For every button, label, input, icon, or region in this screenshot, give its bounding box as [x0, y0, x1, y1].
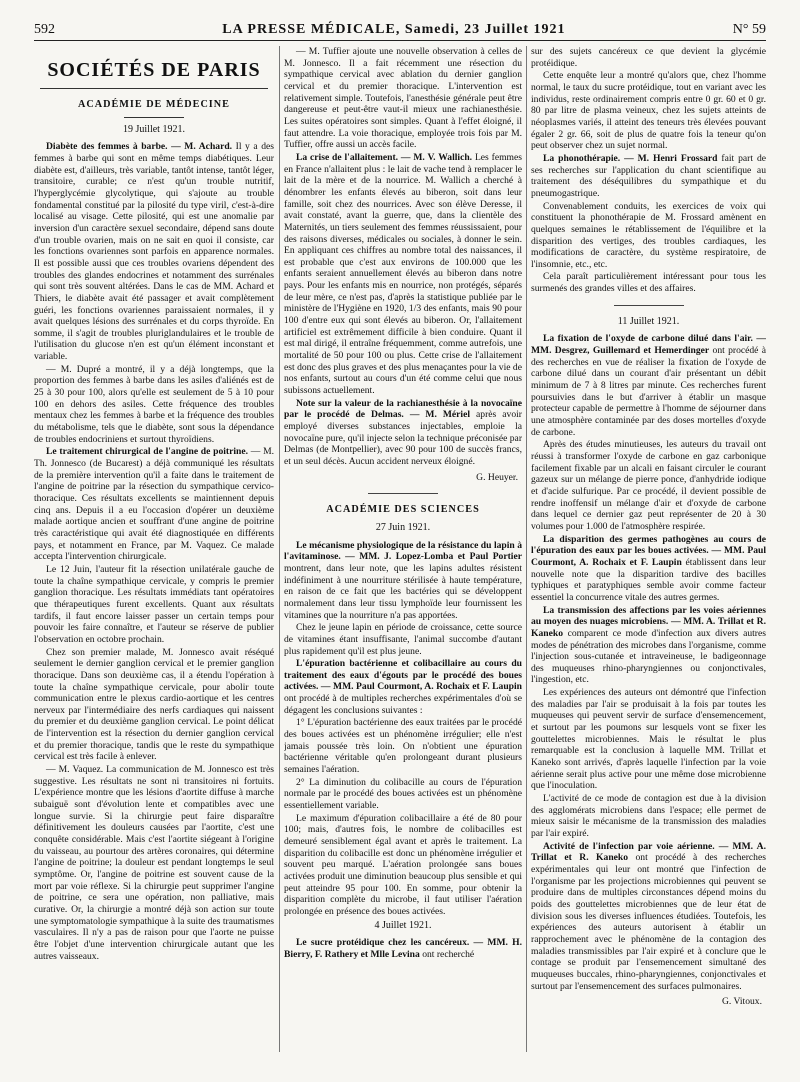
header-rule [34, 40, 766, 41]
article-title: Activité de l'infection par voie aérienne. — MM. A. Trillat et R. Kaneko [531, 840, 766, 864]
column-1 [34, 46, 274, 1074]
article-paragraph: L'activité de ce mode de contagion est due à la division des agglomérats microbiens dans l'espace; elle permet de mieux saisir le mécanisme de la transmission des maladies par l'air expiré. [531, 793, 766, 839]
article-title: Diabète des femmes à barbe. — M. Achard. [46, 141, 233, 153]
page-number: 592 [34, 22, 55, 37]
article-paragraph: 2° La diminution du colibacille au cours de l'épuration normale par le procédé des boues activées est un phénomène essentiellement variable. [284, 776, 522, 812]
article-paragraph: Activité de l'infection par voie aérienne. — MM. A. Trillat et R. Kaneko ont procédé à des recherches expérimentales qui leur ont montré que l'infection de l'organisme par les projections microbiennes qui peuvent se produire dans de multiples circonstances dépend moins du poids des gouttelettes microbiennes que de leur état de division sous les diverses influences étudiées. Toutefois, les expériences des auteurs autorisent à établir un rapprochement avec le phénomène de la contagion des maladies transmissibles par l'air expiré et à conclure que le contage se produit par l'ensemencement simultané des muqueuses buccales, rhino-pharyngiennes, conjonctivales et surtout par l'ensemencement des surfaces pulmonaires. [531, 840, 766, 992]
column-divider [279, 46, 280, 1052]
article-title: La fixation de l'oxyde de carbone dilué dans l'air. — MM. Desgrez, Guillemard et Hemerdinger [531, 333, 766, 357]
article-title: La transmission des affections par les voies aériennes au moyen des nuages microbiens. — MM. A. Trillat et R. Kaneko [531, 604, 766, 639]
issue-number: N° 59 [732, 22, 766, 37]
article-paragraph: Le mécanisme physiologique de la résistance du lapin à l'avitaminose. — MM. J. Lopez-Lomba et Paul Portier montrent, dans leur note, que les lapins adultes résistent indéfiniment à une nourriture stérilisée à haute température, en raison de ce fait que les bactéries qui se développent normalement dans leur tissu lymphoïde leur fournissent les vitamines que la nourriture n'a pas apportées. [284, 539, 522, 621]
column-divider [526, 46, 527, 1052]
article-paragraph: — M. Dupré a montré, il y a déjà longtemps, que la proportion des femmes à barbe dans les asiles d'aliénés est de 25 à 30 pour 100, alors qu'elle est seulement de 5 à 10 pour 100 en dehors des asiles. Cette fréquence des troubles mentaux chez les femmes à barbe et la fréquence des troubles du métabolisme, tels que le diabète, sont sous la dépendance de troubles endocriniens et surtout thyroïdiens. [34, 363, 274, 445]
article-paragraph: Chez son premier malade, M. Jonnesco avait réséqué seulement le dernier ganglion cervical et le premier ganglion thoracique. Dans son deuxième cas, il a étendu l'opération à toute la chaîne sympathique cervicale, pour abolir toute communication entre le plexus cardio-aortique et les centres nerveux par l'intermédiaire des nerfs cardiaques qui naissent du premier et du deuxième ganglion cervical. Le point délicat de l'intervention est la résection du dernier ganglion cervical et du premier thoracique, tandis que le reste du sympathique cervical est très facile à enlever. [34, 646, 274, 763]
article-paragraph: — M. Vaquez. La communication de M. Jonnesco est très suggestive. Les résultats ne sont ni transitoires ni fortuits. L'expérience montre que les lésions d'aortite diffuse à marche subaiguë sont d'évolution lente et compatibles avec une longue survie. Si la chirurgie peut faire disparaître définitivement les douleurs causées par l'aortite, c'est une conquête considérable. Mais c'est l'aortite siégeant à l'origine du vaisseau, au pourtour des artères coronaires, qui détermine l'angine de poitrine; la douleur est pendant longtemps le seul symptôme. Or, l'angine de poitrine est souvent cause de la mort par voie réflexe. Si la chirurgie peut supprimer l'angine de poitrine, ce sera une opération, non palliative, mais curative. Or, la chirurgie a montré déjà son action sur toute une symptomatologie sympathique à la suite des traumatismes vasculaires. Il n'y a pas de raison pour que l'aorte ne puisse être l'objet d'une intervention chirurgicale autant que les autres vaisseaux. [34, 764, 274, 962]
article-paragraph: Le 12 Juin, l'auteur fit la résection unilatérale gauche de toute la chaîne sympathique cervicale, y compris le premier ganglion thoracique. Les résultats immédiats tant opératoires que thérapeutiques furent excellents. Quant aux résultats tardifs, il faut encore laisser passer un certain temps pour pouvoir les faire connaître, et l'auteur se réserve de publier l'observation en octobre prochain. [34, 563, 274, 645]
article-title: La disparition des germes pathogènes au cours de l'épuration des eaux par les boues activées. — MM. Paul Courmont, A. Rochaix et F. Laupin [531, 533, 766, 568]
article-paragraph: L'épuration bactérienne et colibacillaire au cours du traitement des eaux d'égouts par le procédé des boues activées. — MM. Paul Courmont, A. Rochaix et F. Laupin ont procédé à de multiples recherches expérimentales d'où se dégagent les conclusions suivantes : [284, 658, 522, 716]
article-title: Le sucre protéidique chez les cancéreux. — MM. H. Bierry, F. Rathery et Mlle Levina [284, 937, 522, 960]
heading-rule [40, 88, 268, 89]
journal-title: LA PRESSE MÉDICALE, Samedi, 23 Juillet 1921 [222, 22, 566, 37]
article-paragraph: Le maximum d'épuration colibacillaire a été de 80 pour 100; mais, d'autres fois, le nombre de colibacilles est demeuré sensiblement égal avant et après le traitement. La disparition du colibacille est donc un phénomène irrégulier et souvent peu marqué. L'aération prolongée sans boues activées produit une diminution beaucoup plus sensible et qui peut atteindre 95 pour 100. En somme, pour obtenir la disparition complète du microbe, il faut utiliser l'aération prolongée en présence des boues activées. [284, 812, 522, 917]
section-title: ACADÉMIE DES SCIENCES [326, 504, 480, 516]
session-date: 11 Juillet 1921. [617, 315, 680, 327]
article-paragraph: La phonothérapie. — M. Henri Frossard fait part de ses recherches sur l'application du chant scientifique au traitement des déséquilibres du sympathique et du pneumogastrique. [531, 152, 766, 199]
article-paragraph: Cela paraît particulièrement intéressant pour tous les surmenés des grandes villes et des affaires. [531, 271, 766, 295]
article-paragraph: Le traitement chirurgical de l'angine de poitrine. — M. Th. Jonnesco (de Bucarest) a déjà communiqué les résultats de la première intervention qu'il a faite dans le traitement de l'angine de poitrine par la résection du sympathique cervico-thoracique. Ces résultats excellents se maintiennent depuis cinq ans. Depuis il a eu l'occasion d'opérer un deuxième malade aortique ancien et souffrant d'une angine de poitrine très caractéristique qui avait été diagnostiquée en différents pays, et notamment en France, par M. Vaquez. Ce malade accepta l'intervention chirurgicale. [34, 446, 274, 563]
article-paragraph: Les expériences des auteurs ont démontré que l'infection des maladies par l'air se produisait à la fois par toutes les muqueuses qui peuvent servir de surface d'ensemencement, et surtout par les poumons sur lesquels vont se fixer les gouttelettes microbiennes. Mais le résultat le plus remarquable est la conclusion à laquelle MM. Trillat et Kaneko sont arrivés, d'après laquelle l'infection par la voie aérienne serait plus active pour une même dose microbienne que l'inoculation. [531, 687, 766, 792]
article-paragraph: Diabète des femmes à barbe. — M. Achard. Il y a des femmes à barbe qui sont en même temps diabétiques. Leur diabète est, d'ailleurs, très variable, tantôt intense, tantôt léger, transitoire, curable; ce n'est qu'un trouble nutritif, l'hyperglycémie glycolytique, qui s'ajoute au trouble fondamental constitué par la pilosité du type viril, c'est-à-dire localisé au visage. Cette pilosité, qui est une anomalie par inversion d'un caractère sexuel secondaire, dépend sans doute d'un trouble ovarien, mais on ne sait en quoi il consiste, car les fonctions ovariennes sont parfois en apparence normales. Il est possible aussi que ces troubles ovariens dépendent des troubles des glandes endocrines et notamment des surrénales qui sont très souvent altérées. Dans le cas de MM. Achard et Thiers, le diabète avait été passager et avait complètement guéri, les fonctions ovariennes paraissaient normales, il y avait quelques lésions des surrénales et du corps thyroïde. En somme, il s'agit de troubles pluriglandulaires et le trouble de l'utilisation du glucose n'en est qu'un élément inconstant et variable. [34, 141, 274, 363]
column-2 [284, 46, 522, 1074]
column-3 [531, 46, 766, 1074]
section-heading: SOCIÉTÉS DE PARIS [47, 59, 261, 81]
article-paragraph: 1° L'épuration bactérienne des eaux traitées par le procédé des boues activées est un phénomène irrégulier; elle n'est jamais poussée très loin. On n'obtient une épuration bactérienne véritable qu'en prolongeant durant plusieurs semaines l'aération. [284, 717, 522, 776]
article-paragraph: Chez le jeune lapin en période de croissance, cette source de vitamines étant insuffisante, l'animal succombe d'autant plus rapidement qu'il est plus jeune. [284, 622, 522, 657]
article-title: La crise de l'allaitement. — M. V. Wallich. [296, 151, 473, 163]
session-date: 19 Juillet 1921. [123, 123, 185, 135]
article-title: Note sur la valeur de la rachianesthésie à la novocaïne par le procédé de Delmas. — M. Mériel [284, 397, 522, 421]
article-paragraph: La crise de l'allaitement. — M. V. Wallich. Les femmes en France n'allaitent plus : le lait de vache tend à remplacer le lait de la mère et de la nourrice. M. Wallich a cherché à dénombrer les enfants élevés au biberon, soit dans leur famille, soit chez des nourrices. Avec son élève Deresse, il avait constaté, avant la guerre, que, dans la clientèle des Maternités, un tiers seulement des femmes réussissaient, pour des raisons diverses, médicales ou sociales, à donner le sein. En appliquant ces chiffres au nombre total des naissances, il est probable que c'est aux environs de 100.000 que les enfants seraient annuellement élevés au biberon dans notre pays. Pour les enfants mis en nourrice, non protégés, séparés de leur mère, ce n'est pas, d'après la statistique publiée par le ministère de l'Hygiène en 1920, 1/3 des enfants, mais 90 pour 100 d'entre eux qui sont élevés au biberon. Or, l'allaitement artificiel est extrêmement difficile à bien conduire. Quant il est mal dirigé, il entraîne fréquemment, comme autrefois, une mortalité de 50 pour 100 ou plus. Cette crise de l'allaitement est donc des plus graves et des plus menaçantes pour la vie de nos enfants, surtout au cours d'un été comme celui que nous subissons actuellement. [284, 151, 522, 397]
page-header [34, 18, 766, 38]
article-paragraph: La transmission des affections par les voies aériennes au moyen des nuages microbiens. — MM. A. Trillat et R. Kaneko comparent ce mode d'infection aux divers autres modes de pénétration des microbes dans l'organisme, comme l'injection sous-cutanée et intraveineuse, le badigeonnage des muqueuses rhino-pharyngiennes ou conjonctivales, l'ingestion, etc. [531, 604, 766, 686]
article-paragraph: — M. Tuffier ajoute une nouvelle observation à celles de M. Jonnesco. Il a fait récemment une résection du sympathique cervical avec ablation du dernier ganglion cervical et du premier thoracique. L'intervention est relativement simple. Toutefois, l'anesthésie générale peut être dangereuse et peut-être vaut-il mieux une rachianesthésie. Les suites opératoires sont simples. Quant à l'effet éloigné, il faut attendre. La voie thoracique, employée trois fois par M. Tuffier, offre aussi un accès facile. [284, 46, 522, 151]
section-title: ACADÉMIE DE MÉDECINE [78, 99, 230, 110]
separator-rule [614, 305, 684, 306]
signature: G. Heuyer. [476, 471, 518, 483]
article-paragraph: Convenablement conduits, les exercices de voix qui constituent la phonothérapie de M. Frossard amènent en quelques semaines le rétablissement de l'équilibre et la disparition des vertiges, des troubles cardiaques, les modifications de caractère, du système respiratoire, de l'insomnie, etc., etc. [531, 200, 766, 270]
article-paragraph: sur des sujets cancéreux ce que devient la glycémie protéidique. [531, 46, 766, 69]
signature: G. Vitoux. [721, 996, 762, 1008]
section-rule [124, 117, 184, 118]
session-date: 4 Juillet 1921. [374, 919, 432, 931]
article-paragraph: Le sucre protéidique chez les cancéreux. — MM. H. Bierry, F. Rathery et Mlle Levina ont recherché [284, 937, 522, 960]
article-title: Le mécanisme physiologique de la résistance du lapin à l'avitaminose. — MM. J. Lopez-Lomba et Paul Portier [284, 539, 522, 563]
article-title: L'épuration bactérienne et colibacillaire au cours du traitement des eaux d'égouts par le procédé des boues activées. — MM. Paul Courmont, A. Rochaix et F. Laupin [284, 658, 522, 693]
article-paragraph: Après des études minutieuses, les auteurs du travail ont réussi à transformer l'oxyde de carbone en gaz carbonique facilement fixable par un alcali en faisant circuler le courant gazeux sur un mélange de pierre ponce, d'anhydride iodique et d'acide sulfurique. Par ce procédé, il devient possible de rendre inoffensif un mélange d'air et d'oxyde de carbone dans lequel ce dernier gaz peut représenter de 20 à 30 volumes pour 1.000 de l'atmosphère respirée. [531, 439, 766, 532]
session-date: 27 Juin 1921. [375, 521, 431, 533]
article-paragraph: Note sur la valeur de la rachianesthésie à la novocaïne par le procédé de Delmas. — M. Mériel après avoir employé diverses substances injectables, emploie la novocaïne pure, qu'il injecte selon la technique préconisée par Delmas (de Montpellier), avec 90 pour 100 de succès francs, et un seul décès. Aucun accident nerveux éloigné. [284, 397, 522, 467]
article-paragraph: La fixation de l'oxyde de carbone dilué dans l'air. — MM. Desgrez, Guillemard et Hemerdinger ont procédé à des recherches en vue de réaliser la fixation de l'oxyde de carbone dilué dans un courant d'air présentant un débit minimum de 7 à 8 litres par minute. Ces recherches furent poursuivies dans le but d'arriver à établir un masque protecteur capable de permettre à l'homme de séjourner dans une atmosphère contaminée par des doses mortelles d'oxyde de carbone. [531, 333, 766, 438]
separator-rule [368, 493, 438, 494]
article-paragraph: Cette enquête leur a montré qu'alors que, chez l'homme normal, le taux du sucre protéidique, tout en variant avec les individus, reste ordinairement compris entre 0 gr. 60 et 0 gr. 80 par litre de plasma veineux, chez les sujets atteints de néoplasmes variés, il atteint des teneurs très élevées pouvant égaler 2 gr. 66, soit de plus de quatre fois la teneur qu'on peut observer chez un sujet normal. [531, 70, 766, 152]
article-title: La phonothérapie. — M. Henri Frossard [543, 152, 718, 164]
article-title: Le traitement chirurgical de l'angine de poitrine. [46, 446, 249, 458]
article-paragraph: La disparition des germes pathogènes au cours de l'épuration des eaux par les boues activées. — MM. Paul Courmont, A. Rochaix et F. Laupin établissent dans leur nouvelle note que la disparition tardive des bacilles typhiques et paratyphiques semble avoir comme facteur essentiel la concurrence vitale des autres germes. [531, 533, 766, 603]
